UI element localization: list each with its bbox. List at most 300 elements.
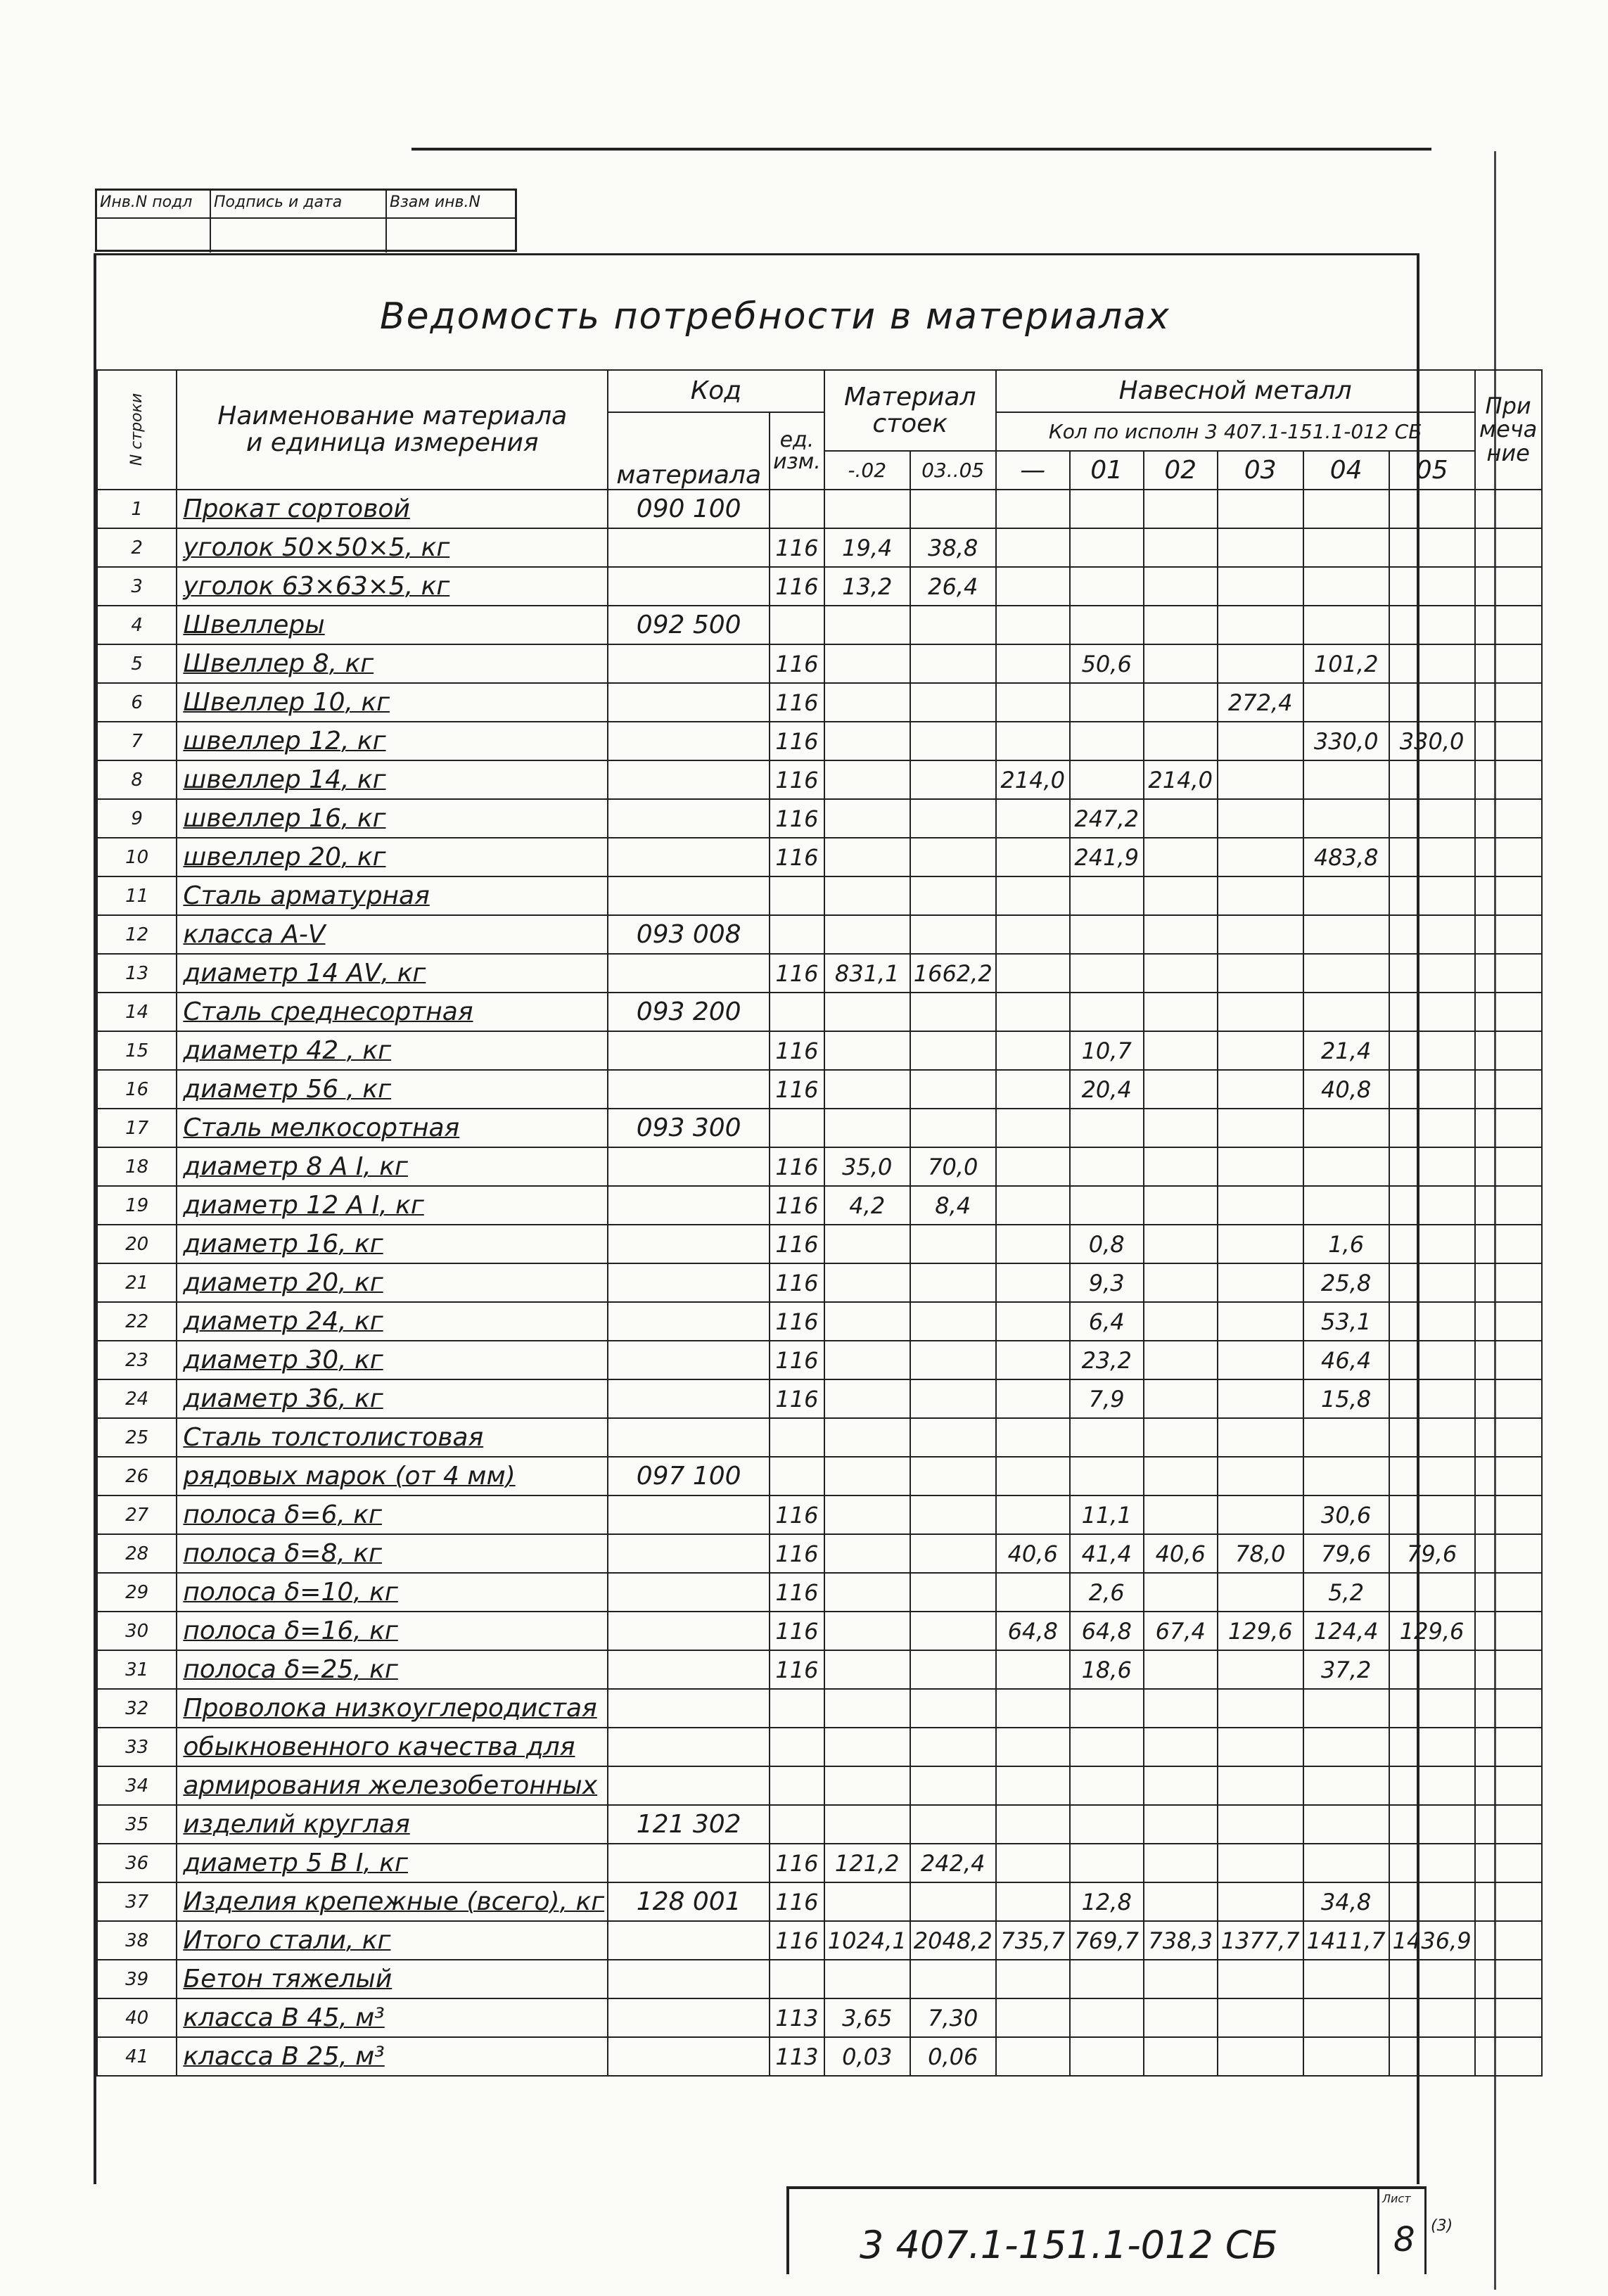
unit-code-cell: 116 [770,1495,824,1534]
hanging-qty-variant-4-cell [1303,954,1389,993]
material-code-cell [608,1728,770,1766]
stamp-signature-cell [211,219,387,253]
hanging-qty-variant-5-cell [1389,993,1475,1031]
hanging-qty-variant-3-cell [1218,1650,1303,1689]
hanging-qty-variant-3-cell [1218,1882,1303,1921]
header-code-material: материала [608,412,770,490]
posts-qty-02-cell [824,1573,910,1612]
hanging-qty-variant-2-cell [1144,799,1218,838]
hanging-qty-variant-5-cell [1389,1650,1475,1689]
row-number-cell: 39 [97,1960,177,1998]
table-row [97,1612,1542,1650]
hanging-qty-variant-2-cell [1144,1186,1218,1225]
table-row [97,567,1542,606]
unit-code-cell: 116 [770,528,824,567]
hanging-qty-variant-5-cell [1389,2037,1475,2076]
note-cell [1475,1805,1542,1844]
hanging-qty-variant-0-cell [996,954,1070,993]
hanging-qty-variant-0-cell [996,1766,1070,1805]
material-code-cell [608,954,770,993]
hanging-qty-variant-0-cell [996,1341,1070,1379]
unit-code-cell: 116 [770,838,824,876]
stamp-inv-no-cell [97,219,211,253]
material-name-cell: Бетон тяжелый [177,1960,608,1998]
table-row [97,915,1542,954]
hanging-qty-variant-1-cell: 12,8 [1070,1882,1144,1921]
hanging-qty-variant-0-cell [996,1650,1070,1689]
unit-code-cell: 113 [770,1998,824,2037]
document-code: 3 407.1-151.1-012 СБ [860,2223,1278,2267]
header-variant-4: 04 [1303,451,1389,490]
hanging-qty-variant-1-cell [1070,528,1144,567]
posts-qty-02-cell [824,1457,910,1495]
material-code-cell [608,1960,770,1998]
material-name-cell: класса В 25, м³ [177,2037,608,2076]
posts-qty-03-05-cell [910,1612,996,1650]
hanging-qty-variant-3-cell [1218,644,1303,683]
hanging-qty-variant-2-cell [1144,876,1218,915]
table-row [97,993,1542,1031]
table-row [97,528,1542,567]
hanging-qty-variant-1-cell [1070,876,1144,915]
material-code-cell: 092 500 [608,606,770,644]
row-number-cell: 29 [97,1573,177,1612]
stamp-replaces-cell [387,219,515,253]
material-code-cell [608,1418,770,1457]
row-number-cell: 28 [97,1534,177,1573]
material-code-cell [608,567,770,606]
material-name-cell: Проволока низкоуглеродистая [177,1689,608,1728]
hanging-qty-variant-3-cell [1218,1457,1303,1495]
hanging-qty-variant-1-cell [1070,1766,1144,1805]
hanging-qty-variant-3-cell [1218,954,1303,993]
note-cell [1475,1147,1542,1186]
hanging-qty-variant-0-cell: 64,8 [996,1612,1070,1650]
hanging-qty-variant-4-cell [1303,567,1389,606]
hanging-qty-variant-5-cell [1389,1302,1475,1341]
header-variant-0: — [996,451,1070,490]
hanging-qty-variant-4-cell [1303,1844,1389,1882]
hanging-qty-variant-3-cell [1218,1379,1303,1418]
note-cell [1475,1341,1542,1379]
hanging-qty-variant-5-cell [1389,1418,1475,1457]
hanging-qty-variant-2-cell [1144,1263,1218,1302]
hanging-qty-variant-2-cell [1144,1728,1218,1766]
note-cell [1475,993,1542,1031]
posts-qty-03-05-cell [910,606,996,644]
row-number-cell: 34 [97,1766,177,1805]
row-number-cell: 2 [97,528,177,567]
material-name-cell: диаметр 20, кг [177,1263,608,1302]
hanging-qty-variant-3-cell [1218,1960,1303,1998]
sheet-label: Лист [1382,2192,1411,2205]
table-row [97,1341,1542,1379]
hanging-qty-variant-5-cell [1389,1573,1475,1612]
row-number-cell: 41 [97,2037,177,2076]
hanging-qty-variant-5-cell [1389,1263,1475,1302]
row-number-cell: 7 [97,722,177,760]
table-row [97,1418,1542,1457]
table-row [97,799,1542,838]
hanging-qty-variant-2-cell [1144,1147,1218,1186]
hanging-qty-variant-1-cell [1070,1728,1144,1766]
header-code-group: Код [608,370,824,412]
hanging-qty-variant-2-cell [1144,1495,1218,1534]
hanging-qty-variant-2-cell [1144,1650,1218,1689]
hanging-qty-variant-3-cell [1218,1728,1303,1766]
note-cell [1475,2037,1542,2076]
table-row [97,2037,1542,2076]
hanging-qty-variant-5-cell [1389,1147,1475,1186]
hanging-qty-variant-3-cell [1218,1031,1303,1070]
hanging-qty-variant-0-cell [996,644,1070,683]
note-cell [1475,567,1542,606]
hanging-qty-variant-2-cell [1144,954,1218,993]
row-number-cell: 6 [97,683,177,722]
posts-qty-03-05-cell [910,1225,996,1263]
posts-qty-02-cell [824,1882,910,1921]
note-cell [1475,1070,1542,1109]
posts-qty-03-05-cell [910,1263,996,1302]
unit-code-cell: 116 [770,683,824,722]
note-cell [1475,1186,1542,1225]
unit-code-cell: 116 [770,1882,824,1921]
hanging-qty-variant-4-cell [1303,2037,1389,2076]
hanging-qty-variant-5-cell [1389,876,1475,915]
hanging-qty-variant-1-cell: 11,1 [1070,1495,1144,1534]
posts-qty-03-05-cell [910,722,996,760]
hanging-qty-variant-2-cell [1144,1573,1218,1612]
hanging-qty-variant-4-cell [1303,915,1389,954]
hanging-qty-variant-0-cell [996,722,1070,760]
hanging-qty-variant-3-cell [1218,1147,1303,1186]
material-name-cell: Итого стали, кг [177,1921,608,1960]
row-number-cell: 12 [97,915,177,954]
unit-code-cell: 116 [770,1534,824,1573]
table-row [97,644,1542,683]
hanging-qty-variant-4-cell [1303,528,1389,567]
page-title: Ведомость потребности в материалах [380,295,1170,338]
unit-code-cell: 116 [770,1650,824,1689]
unit-code-cell: 116 [770,1573,824,1612]
material-name-cell: Сталь толстолистовая [177,1418,608,1457]
hanging-qty-variant-4-cell: 30,6 [1303,1495,1389,1534]
hanging-qty-variant-3-cell [1218,1689,1303,1728]
header-variant-3: 03 [1218,451,1303,490]
table-row [97,1495,1542,1534]
posts-qty-03-05-cell [910,1457,996,1495]
hanging-qty-variant-2-cell: 738,3 [1144,1921,1218,1960]
unit-code-cell: 116 [770,644,824,683]
hanging-qty-variant-2-cell [1144,606,1218,644]
hanging-qty-variant-3-cell [1218,1766,1303,1805]
table-row [97,1998,1542,2037]
row-number-cell: 3 [97,567,177,606]
hanging-qty-variant-5-cell [1389,567,1475,606]
hanging-qty-variant-1-cell [1070,1998,1144,2037]
hanging-qty-variant-0-cell [996,1728,1070,1766]
hanging-qty-variant-0-cell [996,567,1070,606]
material-name-cell: полоса δ=16, кг [177,1612,608,1650]
hanging-qty-variant-0-cell [996,490,1070,528]
hanging-qty-variant-1-cell [1070,2037,1144,2076]
unit-code-cell: 116 [770,1263,824,1302]
hanging-qty-variant-0-cell [996,1960,1070,1998]
hanging-qty-variant-2-cell [1144,528,1218,567]
note-cell [1475,1225,1542,1263]
note-cell [1475,799,1542,838]
unit-code-cell: 116 [770,1302,824,1341]
material-name-cell: Прокат сортовой [177,490,608,528]
material-name-cell: класса А-Ⅴ [177,915,608,954]
posts-qty-02-cell [824,1031,910,1070]
posts-qty-02-cell [824,1960,910,1998]
hanging-qty-variant-1-cell [1070,954,1144,993]
posts-qty-03-05-cell: 1662,2 [910,954,996,993]
header-row-number: N строки [97,370,177,490]
row-number-cell: 20 [97,1225,177,1263]
note-cell [1475,1418,1542,1457]
note-cell [1475,1495,1542,1534]
posts-qty-03-05-cell [910,1031,996,1070]
posts-qty-02-cell [824,1689,910,1728]
hanging-qty-variant-5-cell [1389,1766,1475,1805]
unit-code-cell: 116 [770,760,824,799]
hanging-qty-variant-5-cell [1389,1960,1475,1998]
material-name-cell: уголок 63×63×5, кг [177,567,608,606]
hanging-qty-variant-1-cell: 0,8 [1070,1225,1144,1263]
table-row [97,683,1542,722]
hanging-qty-variant-4-cell [1303,1186,1389,1225]
posts-qty-03-05-cell [910,1302,996,1341]
posts-qty-03-05-cell [910,1573,996,1612]
header-hanging-group: Навесной металл [996,370,1475,412]
hanging-qty-variant-5-cell [1389,1109,1475,1147]
hanging-qty-variant-0-cell [996,1998,1070,2037]
material-code-cell: 093 200 [608,993,770,1031]
hanging-qty-variant-2-cell [1144,1302,1218,1341]
hanging-qty-variant-3-cell [1218,528,1303,567]
hanging-qty-variant-3-cell [1218,1070,1303,1109]
table-row [97,606,1542,644]
row-number-cell: 11 [97,876,177,915]
material-name-cell: полоса δ=25, кг [177,1650,608,1689]
hanging-qty-variant-5-cell [1389,1031,1475,1070]
material-code-cell [608,1302,770,1341]
hanging-qty-variant-4-cell: 1411,7 [1303,1921,1389,1960]
hanging-qty-variant-5-cell [1389,1225,1475,1263]
note-cell [1475,1302,1542,1341]
posts-qty-03-05-cell: 242,4 [910,1844,996,1882]
hanging-qty-variant-4-cell: 330,0 [1303,722,1389,760]
material-name-cell: Швеллер 10, кг [177,683,608,722]
hanging-qty-variant-4-cell: 21,4 [1303,1031,1389,1070]
sheet-number-box [1377,2186,1427,2274]
material-code-cell [608,528,770,567]
hanging-qty-variant-1-cell: 6,4 [1070,1302,1144,1341]
hanging-qty-variant-2-cell [1144,1998,1218,2037]
unit-code-cell: 116 [770,1341,824,1379]
unit-code-cell: 113 [770,2037,824,2076]
hanging-qty-variant-2-cell [1144,683,1218,722]
posts-qty-03-05-cell [910,760,996,799]
header-variant-5: 05 [1389,451,1475,490]
stamp-inv-no: Инв.N подл [97,191,211,217]
hanging-qty-variant-5-cell [1389,644,1475,683]
table-row [97,1844,1542,1882]
posts-qty-02-cell [824,838,910,876]
hanging-qty-variant-1-cell [1070,1147,1144,1186]
hanging-qty-variant-1-cell [1070,915,1144,954]
row-number-cell: 36 [97,1844,177,1882]
row-number-cell: 40 [97,1998,177,2037]
hanging-qty-variant-3-cell [1218,1341,1303,1379]
material-name-cell: швеллер 16, кг [177,799,608,838]
hanging-qty-variant-2-cell [1144,1070,1218,1109]
hanging-qty-variant-3-cell [1218,799,1303,838]
unit-code-cell: 116 [770,1379,824,1418]
material-name-cell: полоса δ=8, кг [177,1534,608,1573]
material-name-cell: швеллер 20, кг [177,838,608,876]
hanging-qty-variant-0-cell [996,1031,1070,1070]
top-border-line [411,148,1431,151]
unit-code-cell [770,1766,824,1805]
hanging-qty-variant-1-cell: 247,2 [1070,799,1144,838]
hanging-qty-variant-1-cell: 64,8 [1070,1612,1144,1650]
hanging-qty-variant-2-cell [1144,1689,1218,1728]
unit-code-cell: 116 [770,1186,824,1225]
table-row [97,1457,1542,1495]
posts-qty-03-05-cell: 0,06 [910,2037,996,2076]
posts-qty-02-cell [824,1534,910,1573]
hanging-qty-variant-4-cell: 40,8 [1303,1070,1389,1109]
note-cell [1475,1844,1542,1882]
hanging-qty-variant-4-cell [1303,606,1389,644]
hanging-qty-variant-5-cell: 330,0 [1389,722,1475,760]
note-cell [1475,838,1542,876]
material-code-cell [608,1534,770,1573]
hanging-qty-variant-4-cell [1303,1457,1389,1495]
hanging-qty-variant-1-cell: 241,9 [1070,838,1144,876]
unit-code-cell [770,1109,824,1147]
hanging-qty-variant-1-cell [1070,606,1144,644]
posts-qty-02-cell [824,722,910,760]
hanging-qty-variant-0-cell [996,528,1070,567]
material-name-cell: диаметр 5 В I, кг [177,1844,608,1882]
hanging-qty-variant-0-cell [996,606,1070,644]
hanging-qty-variant-1-cell [1070,1418,1144,1457]
hanging-qty-variant-2-cell [1144,993,1218,1031]
hanging-qty-variant-5-cell [1389,1070,1475,1109]
material-code-cell: 121 302 [608,1805,770,1844]
material-code-cell [608,1263,770,1302]
material-code-cell [608,683,770,722]
hanging-qty-variant-0-cell [996,1302,1070,1341]
posts-qty-02-cell [824,760,910,799]
hanging-qty-variant-5-cell: 129,6 [1389,1612,1475,1650]
hanging-qty-variant-1-cell [1070,1960,1144,1998]
material-name-cell: класса В 45, м³ [177,1998,608,2037]
hanging-qty-variant-4-cell: 34,8 [1303,1882,1389,1921]
hanging-qty-variant-4-cell [1303,1728,1389,1766]
hanging-qty-variant-3-cell [1218,2037,1303,2076]
hanging-qty-variant-3-cell [1218,722,1303,760]
hanging-qty-variant-5-cell [1389,1689,1475,1728]
note-cell [1475,683,1542,722]
posts-qty-02-cell [824,915,910,954]
posts-qty-02-cell [824,490,910,528]
material-code-cell [608,1766,770,1805]
unit-code-cell: 116 [770,1921,824,1960]
header-variant-2: 02 [1144,451,1218,490]
hanging-qty-variant-1-cell [1070,1689,1144,1728]
material-name-cell: швеллер 12, кг [177,722,608,760]
material-code-cell: 093 300 [608,1109,770,1147]
title-block-box [786,2186,1377,2274]
note-cell [1475,1534,1542,1573]
hanging-qty-variant-0-cell [996,1186,1070,1225]
material-name-cell: диаметр 8 А I, кг [177,1147,608,1186]
hanging-qty-variant-5-cell [1389,1457,1475,1495]
hanging-qty-variant-0-cell: 214,0 [996,760,1070,799]
unit-code-cell [770,1418,824,1457]
material-name-cell: Сталь мелкосортная [177,1109,608,1147]
hanging-qty-variant-3-cell [1218,838,1303,876]
material-name-cell: диаметр 24, кг [177,1302,608,1341]
table-row [97,1960,1542,1998]
note-cell [1475,915,1542,954]
hanging-qty-variant-2-cell [1144,1109,1218,1147]
posts-qty-03-05-cell [910,1379,996,1418]
material-code-cell [608,876,770,915]
posts-qty-02-cell [824,1263,910,1302]
posts-qty-03-05-cell [910,644,996,683]
posts-qty-02-cell [824,1302,910,1341]
hanging-qty-variant-2-cell: 214,0 [1144,760,1218,799]
row-number-cell: 18 [97,1147,177,1186]
posts-qty-02-cell [824,1225,910,1263]
hanging-qty-variant-2-cell [1144,644,1218,683]
material-code-cell [608,722,770,760]
posts-qty-03-05-cell [910,1766,996,1805]
row-number-cell: 22 [97,1302,177,1341]
material-code-cell: 097 100 [608,1457,770,1495]
row-number-cell: 1 [97,490,177,528]
hanging-qty-variant-1-cell [1070,993,1144,1031]
hanging-qty-variant-0-cell [996,1495,1070,1534]
posts-qty-03-05-cell: 26,4 [910,567,996,606]
hanging-qty-variant-2-cell [1144,915,1218,954]
hanging-qty-variant-1-cell [1070,1844,1144,1882]
table-row [97,1921,1542,1960]
header-variant-1: 01 [1070,451,1144,490]
hanging-qty-variant-5-cell [1389,1844,1475,1882]
note-cell [1475,760,1542,799]
hanging-qty-variant-3-cell: 272,4 [1218,683,1303,722]
hanging-qty-variant-2-cell [1144,1844,1218,1882]
header-posts-sub2: 03..05 [910,451,996,490]
row-number-cell: 13 [97,954,177,993]
posts-qty-02-cell: 0,03 [824,2037,910,2076]
material-name-cell: Швеллер 8, кг [177,644,608,683]
hanging-qty-variant-4-cell [1303,1689,1389,1728]
material-code-cell [608,644,770,683]
note-cell [1475,1650,1542,1689]
unit-code-cell: 116 [770,722,824,760]
row-number-cell: 25 [97,1418,177,1457]
material-name-cell: Изделия крепежные (всего), кг [177,1882,608,1921]
hanging-qty-variant-4-cell [1303,1109,1389,1147]
